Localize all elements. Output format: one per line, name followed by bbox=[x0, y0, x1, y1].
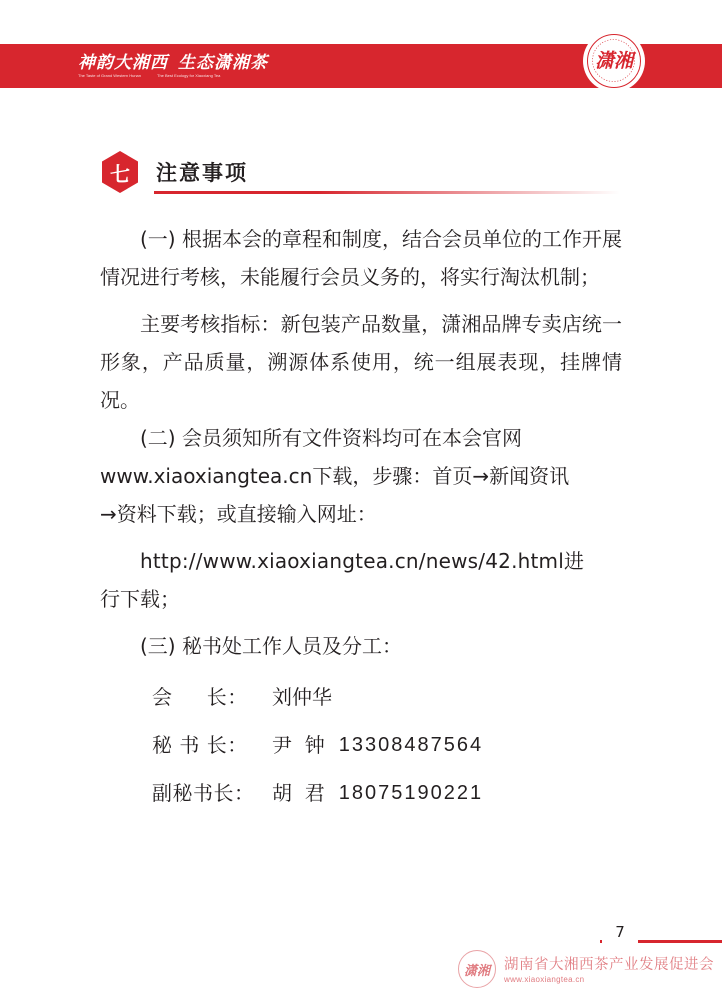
slogan-chinese bbox=[78, 53, 268, 73]
staff-phone: 18075190221 bbox=[338, 782, 484, 804]
staff-name: 胡 君 bbox=[272, 781, 325, 805]
seal-character: 潇湘 bbox=[594, 49, 633, 72]
slogan-left: 神韵大湘西 bbox=[78, 53, 168, 73]
paragraph-4 bbox=[100, 542, 622, 618]
staff-row-secretary-general bbox=[100, 721, 622, 769]
staff-list bbox=[100, 673, 622, 817]
footer-logo bbox=[458, 950, 496, 988]
slogan-right: 生态潇湘茶 bbox=[178, 53, 268, 73]
staff-name: 尹 钟 bbox=[272, 733, 325, 757]
section-heading bbox=[100, 150, 620, 196]
paragraph-1: (一) 根据本会的章程和制度，结合会员单位的工作开展情况进行考核，未能履行会员义务的，将实行淘汰机制； bbox=[100, 227, 622, 289]
paragraph-5: (三) 秘书处工作人员及分工： bbox=[140, 634, 402, 658]
seal-ring bbox=[587, 34, 641, 88]
footer-org-name: 湖南省大湘西茶产业发展促进会 bbox=[504, 957, 714, 973]
slogan-english bbox=[78, 73, 268, 79]
staff-row-president bbox=[100, 673, 622, 721]
section-title: 注意事项 bbox=[156, 161, 248, 185]
paragraph-4-line-1: http://www.xiaoxiangtea.cn/news/42.html进 bbox=[140, 549, 585, 573]
staff-phone: 13308487564 bbox=[338, 734, 484, 756]
header-slogan bbox=[78, 44, 268, 88]
page-number: 7 bbox=[602, 920, 638, 944]
staff-role: 副秘书长： bbox=[152, 781, 255, 805]
paragraph-3-line-1: (二) 会员须知所有文件资料均可在本会官网 bbox=[140, 426, 522, 450]
paragraph-3-line-3: →资料下载；或直接输入网址： bbox=[100, 502, 377, 526]
paragraph-3-line-2: www.xiaoxiangtea.cn下载，步骤：首页→新闻资讯 bbox=[100, 464, 570, 488]
footer-logo-character: 潇湘 bbox=[463, 963, 490, 979]
paragraph-3 bbox=[100, 419, 622, 533]
staff-name: 刘仲华 bbox=[272, 685, 332, 709]
staff-role: 秘 书 长： bbox=[152, 733, 248, 757]
staff-role: 会 长： bbox=[152, 685, 248, 709]
section-underline bbox=[154, 191, 620, 194]
header-seal-logo bbox=[583, 30, 645, 92]
footer-website: www.xiaoxiangtea.cn bbox=[504, 975, 585, 984]
section-number: 七 bbox=[110, 161, 130, 186]
slogan-en-right: The Best Ecology for Xiaoxiang Tea bbox=[157, 73, 221, 78]
staff-row-deputy-secretary-general bbox=[100, 769, 622, 817]
slogan-en-left: The Taste of Grand Western Hunan bbox=[78, 73, 141, 78]
paragraph-2: 主要考核指标：新包装产品数量，潇湘品牌专卖店统一形象，产品质量，溯源体系使用，统一组展表现，挂牌情况。 bbox=[100, 312, 622, 412]
body-content bbox=[100, 220, 622, 817]
paragraph-4-line-2: 行下载； bbox=[100, 587, 180, 611]
section-number-badge bbox=[100, 150, 140, 194]
